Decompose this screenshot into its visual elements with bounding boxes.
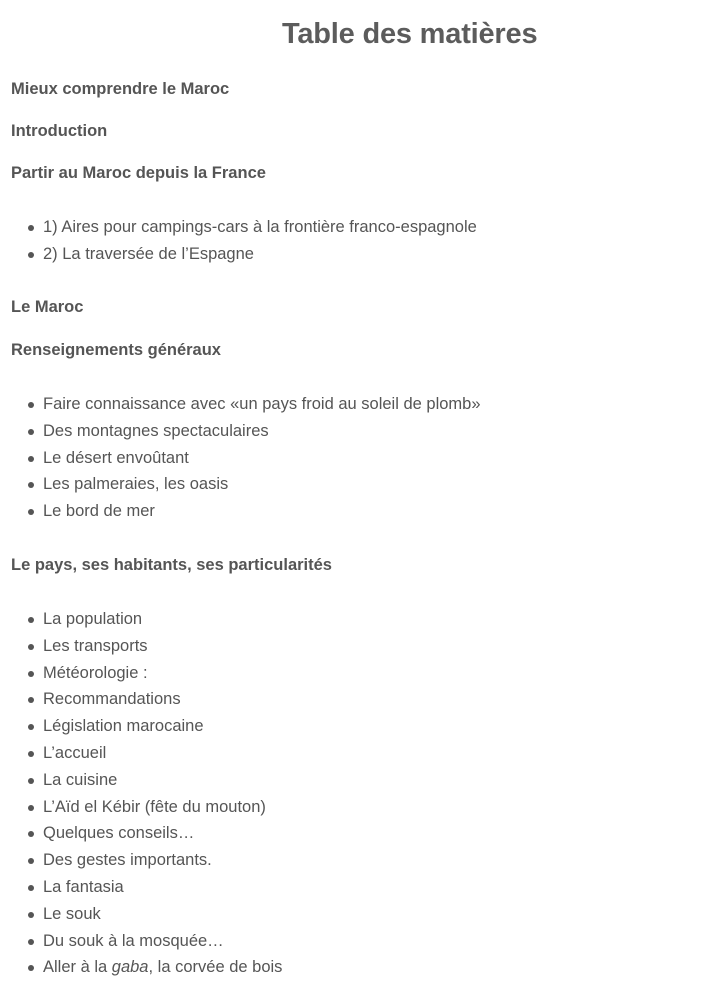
section-heading-le-maroc[interactable]: Le Maroc — [11, 298, 84, 316]
list-item[interactable]: Le souk — [0, 901, 282, 928]
list-item-gaba[interactable] — [0, 954, 282, 981]
list-item-text-suffix: , la corvée de bois — [148, 958, 283, 977]
section-heading-introduction[interactable]: Introduction — [11, 122, 108, 140]
list-item[interactable]: La cuisine — [0, 767, 282, 794]
list-item[interactable]: Les transports — [0, 633, 282, 660]
section-heading-mieux-comprendre[interactable]: Mieux comprendre le Maroc — [11, 80, 230, 98]
list-item[interactable]: 2) La traversée de l’Espagne — [0, 241, 477, 268]
list-renseignements — [0, 391, 481, 525]
list-item[interactable]: Quelques conseils… — [0, 820, 282, 847]
list-le-pays — [0, 606, 282, 981]
section-heading-partir-au-maroc[interactable]: Partir au Maroc depuis la France — [11, 164, 266, 182]
list-item[interactable]: Des gestes importants. — [0, 847, 282, 874]
list-item[interactable]: La fantasia — [0, 874, 282, 901]
list-item[interactable]: Faire connaissance avec «un pays froid au soleil de plomb» — [0, 391, 481, 418]
list-item[interactable]: Recommandations — [0, 686, 282, 713]
list-item[interactable]: 1) Aires pour campings-cars à la frontière franco-espagnole — [0, 214, 477, 241]
list-item[interactable]: Du souk à la mosquée… — [0, 928, 282, 955]
list-item[interactable]: La population — [0, 606, 282, 633]
list-item-text-prefix: Aller à la — [43, 958, 112, 977]
list-item[interactable]: Des montagnes spectaculaires — [0, 418, 481, 445]
list-item[interactable]: Législation marocaine — [0, 713, 282, 740]
list-item[interactable]: Météorologie : — [0, 660, 282, 687]
section-heading-renseignements[interactable]: Renseignements généraux — [11, 341, 221, 359]
page-title: Table des matières — [282, 18, 538, 50]
list-item-text-italic: gaba — [111, 958, 149, 977]
list-item[interactable]: L’Aïd el Kébir (fête du mouton) — [0, 794, 282, 821]
list-item[interactable]: Les palmeraies, les oasis — [0, 471, 481, 498]
list-item[interactable]: L’accueil — [0, 740, 282, 767]
section-heading-le-pays[interactable]: Le pays, ses habitants, ses particularités — [11, 556, 332, 574]
list-item[interactable]: Le désert envoûtant — [0, 445, 481, 472]
list-item[interactable]: Le bord de mer — [0, 498, 481, 525]
list-partir-au-maroc — [0, 214, 477, 268]
